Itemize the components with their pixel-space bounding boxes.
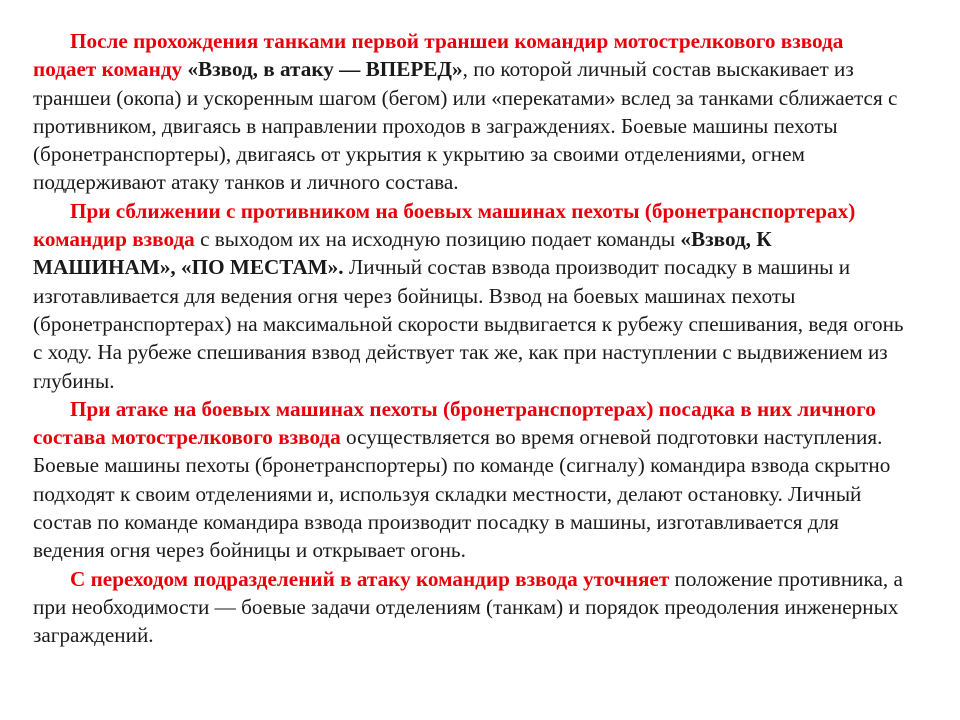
paragraph-1: [33, 27, 908, 197]
paragraph-2-text-b: Личный состав взвода производит посадку в машины и изготавливается для ведения огня через бойницы. Взвод на боевых машинах пехоты (бронетранспортерах) на максимальной скорости выдвигается к рубежу спешивания, ведя огонь с ходу. На рубеже спешивания взвод действует так же, как при наступлении с выдвижением из глубины.: [33, 255, 904, 393]
paragraph-1-text: , по которой личный состав выскакивает из траншеи (окопа) и ускоренным шагом (бегом) или «перекатами» вслед за танками сближается с противником, двигаясь в направлении проходов в заграждениях. Боевые машины пехоты (бронетранспортеры), двигаясь от укрытия к укрытию за своими отделениями, огнем поддерживают атаку танков и личного состава.: [33, 57, 898, 195]
paragraph-2: [33, 197, 908, 395]
slide-text-body: [33, 27, 908, 650]
paragraph-3-highlight: При атаке на боевых машинах пехоты (бронетранспортерах) посадка в них личного состава мотострелкового взвода: [33, 396, 876, 450]
paragraph-4-text: положение противника, а при необходимости — боевые задачи отделениям (танкам) и порядок преодоления инженерных заграждений.: [33, 566, 903, 648]
paragraph-3: [33, 395, 908, 565]
paragraph-4: [33, 565, 908, 650]
paragraph-2-command: «Взвод, К МАШИНАМ», «ПО МЕСТАМ».: [33, 227, 772, 280]
paragraph-2-text-a: с выходом их на исходную позицию подает команды: [194, 227, 681, 252]
paragraph-3-text: осуществляется во время огневой подготовки наступления. Боевые машины пехоты (бронетранспортеры) по команде (сигналу) командира взвода скрытно подходят к своим отделениями и, используя складки местности, делают остановку. Личный состав по команде командира взвода производит посадку в машины, изготавливается для ведения огня через бойницы и открывает огонь.: [33, 425, 891, 563]
paragraph-2-highlight: При сближении с противником на боевых машинах пехоты (бронетранспортерах) командир взвода: [33, 198, 856, 252]
paragraph-4-highlight: С переходом подразделений в атаку командир взвода уточняет: [70, 566, 670, 591]
paragraph-1-highlight: После прохождения танками первой траншеи командир мотострелкового взвода подает команду: [33, 29, 844, 82]
paragraph-1-command: «Взвод, в атаку — ВПЕРЕД»: [182, 57, 463, 82]
